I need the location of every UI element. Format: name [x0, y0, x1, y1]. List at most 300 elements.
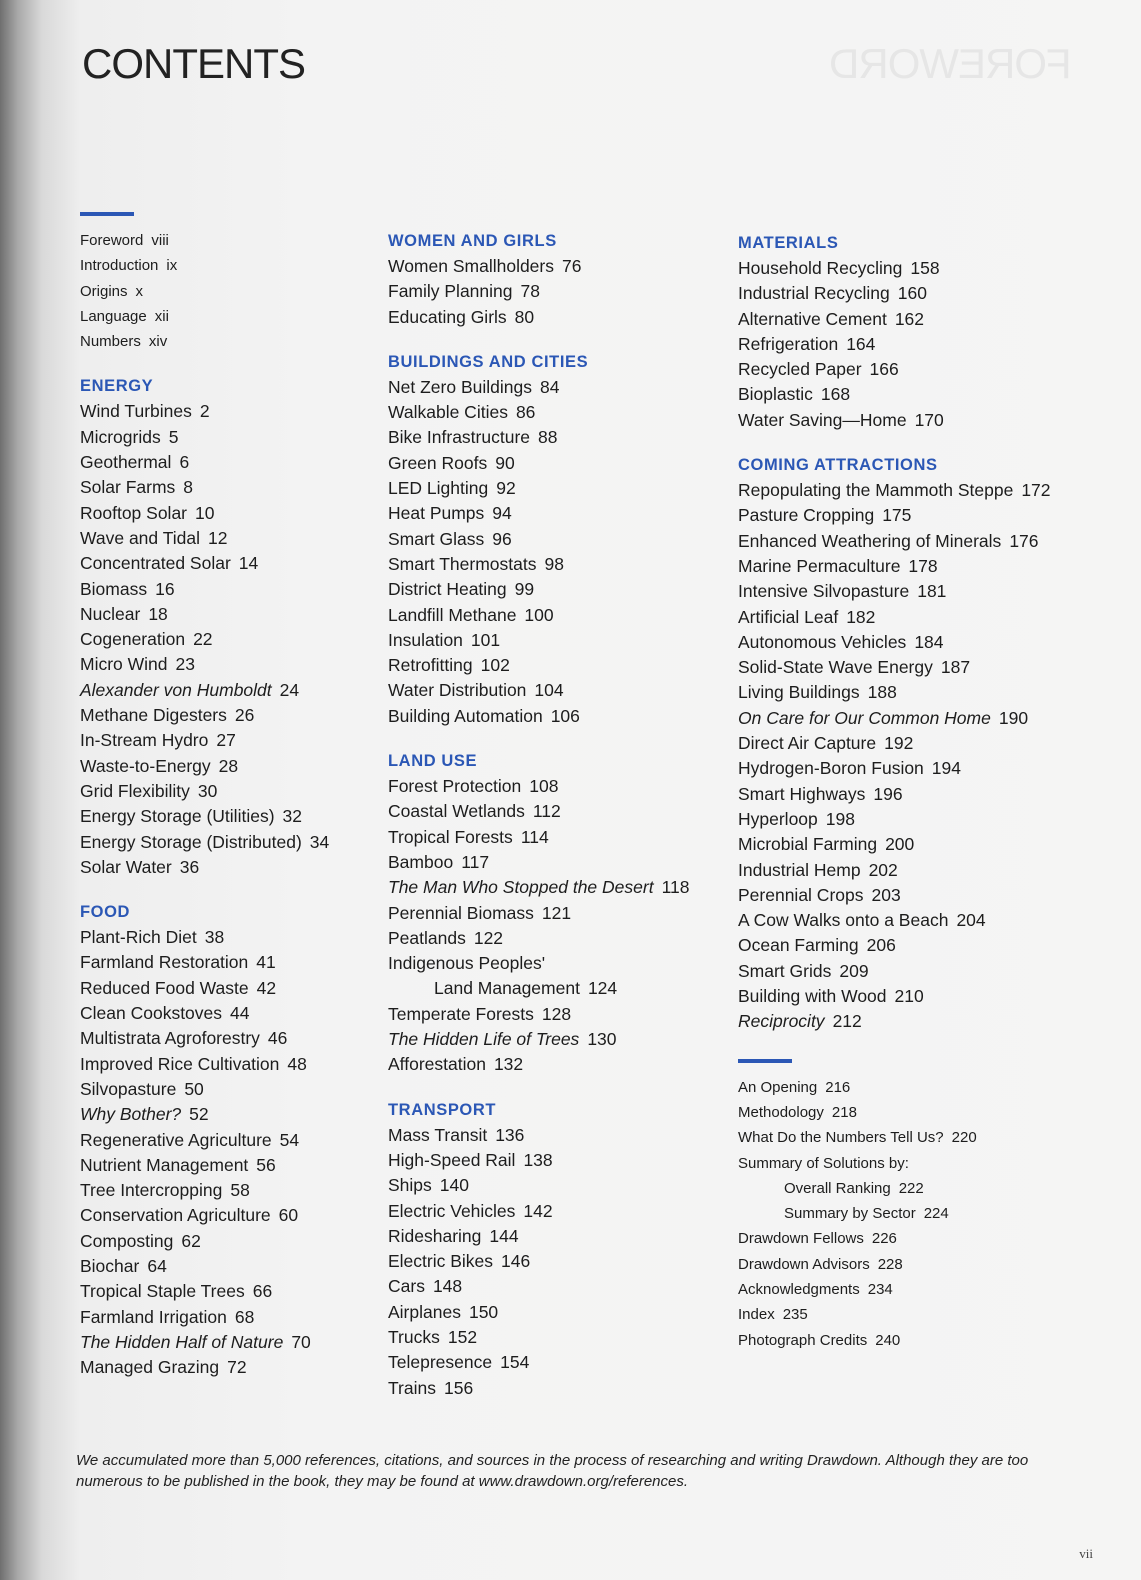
toc-entry [80, 1355, 329, 1380]
entry-title: LED Lighting [388, 478, 489, 499]
entry-page-number: 187 [940, 657, 971, 678]
entry-page-number: 44 [230, 1003, 250, 1024]
entry-title: Biochar [80, 1255, 140, 1276]
entry-title: Waste-to-Energy [80, 755, 211, 776]
entry-title: Land Management [434, 978, 580, 999]
toc-entry [80, 602, 329, 627]
toc-entry [738, 1226, 1051, 1251]
toc-entry [80, 399, 329, 424]
entry-page-number: 212 [832, 1011, 862, 1032]
entry-title: Artificial Leaf [738, 606, 839, 627]
entry-title: Living Buildings [738, 682, 860, 703]
entry-title: Microgrids [80, 426, 161, 447]
toc-entry [738, 554, 1051, 579]
entry-page-number: 96 [492, 528, 512, 549]
toc-entry [388, 1002, 689, 1027]
toc-entry [80, 475, 329, 500]
entry-page-number: 78 [520, 281, 540, 302]
entry-title: Nutrient Management [80, 1154, 249, 1175]
toc-entry [388, 400, 689, 425]
toc-entry [80, 551, 329, 576]
accent-rule [738, 1059, 792, 1063]
column-2 [388, 229, 689, 1421]
entry-page-number: 10 [195, 502, 215, 523]
entry-page-number: 209 [839, 960, 869, 981]
back-matter-list [738, 1075, 1051, 1353]
toc-entry [738, 933, 1051, 958]
entry-title: High-Speed Rail [388, 1149, 516, 1170]
entry-title: District Heating [388, 579, 507, 600]
toc-entry [738, 605, 1051, 630]
entry-page-number: 176 [1009, 530, 1039, 551]
entry-page-number: 164 [846, 333, 876, 354]
entry-page-number: 216 [825, 1078, 851, 1096]
toc-entry [738, 959, 1051, 984]
entry-title: Electric Bikes [388, 1251, 494, 1272]
toc-entry [80, 1254, 329, 1279]
entry-page-number: 80 [514, 306, 535, 327]
entry-title: Smart Highways [738, 783, 866, 804]
toc-entry [80, 703, 329, 728]
entry-page-number: 235 [782, 1306, 808, 1324]
entry-list [80, 399, 329, 880]
entry-title: Composting [80, 1230, 174, 1251]
toc-entry [388, 678, 689, 703]
entry-title: Walkable Cities [388, 402, 508, 423]
toc-entry [80, 450, 329, 475]
toc-entry [738, 281, 1051, 306]
toc-entry [80, 329, 329, 354]
entry-title: Overall Ranking [784, 1179, 891, 1197]
section-heading: FOOD [80, 903, 131, 922]
toc-entry [80, 1229, 329, 1254]
entry-list [388, 375, 689, 729]
entry-page-number: 175 [882, 505, 912, 526]
entry-page-number: 188 [867, 682, 897, 703]
entry-title: Industrial Hemp [738, 859, 861, 880]
toc-entry [738, 1075, 1051, 1100]
toc-entry [80, 804, 329, 829]
entry-title: Water Saving—Home [738, 409, 907, 430]
entry-page-number: 228 [877, 1255, 903, 1273]
toc-entry [80, 1178, 329, 1203]
entry-title: Telepresence [388, 1352, 493, 1373]
toc-entry [80, 1330, 329, 1355]
section-food [80, 900, 329, 1380]
entry-title: Improved Rice Cultivation [80, 1053, 280, 1074]
entry-page-number: 196 [873, 783, 903, 804]
entry-title: Farmland Irrigation [80, 1306, 227, 1327]
entry-page-number: 130 [587, 1029, 617, 1050]
entry-page-number: 132 [493, 1054, 524, 1075]
toc-entry [388, 1148, 689, 1173]
entry-page-number: 68 [234, 1306, 255, 1327]
entry-title: Bike Infrastructure [388, 427, 530, 448]
entry-page-number: 27 [216, 730, 236, 751]
entry-page-number: 118 [661, 877, 690, 898]
toc-entry [388, 774, 689, 799]
entry-title: Summary by Sector [784, 1205, 916, 1223]
entry-title: Tropical Staple Trees [80, 1281, 245, 1302]
entry-title: Marine Permaculture [738, 555, 901, 576]
entry-title: On Care for Our Common Home [738, 707, 991, 728]
toc-entry [388, 501, 689, 526]
entry-page-number: 198 [825, 808, 855, 829]
entry-page-number: 36 [179, 856, 200, 877]
page-title: CONTENTS [82, 40, 305, 87]
entry-title: An Opening [738, 1078, 818, 1096]
toc-entry [388, 1173, 689, 1198]
entry-page-number: 6 [179, 452, 190, 473]
section-land-use [388, 749, 689, 1078]
entry-page-number: 138 [523, 1149, 553, 1170]
entry-title: Reciprocity [738, 1011, 825, 1032]
entry-page-number: ix [166, 257, 178, 275]
toc-entry [388, 825, 689, 850]
entry-page-number: xiv [148, 333, 168, 351]
toc-entry [388, 603, 689, 628]
entry-title: Mass Transit [388, 1124, 488, 1145]
entry-title: Perennial Crops [738, 884, 864, 905]
entry-title: Tree Intercropping [80, 1180, 223, 1201]
toc-entry [80, 754, 329, 779]
section-heading: MATERIALS [738, 234, 839, 252]
entry-title: Geothermal [80, 452, 172, 473]
toc-entry [738, 858, 1051, 883]
entry-page-number: 182 [846, 606, 876, 627]
toc-entry [388, 552, 689, 577]
toc-entry [388, 577, 689, 602]
entry-title: What Do the Numbers Tell Us? [738, 1129, 944, 1147]
toc-entry [388, 425, 689, 450]
toc-entry [738, 503, 1051, 528]
entry-title: Educating Girls [388, 306, 507, 327]
entry-list [388, 1123, 689, 1401]
toc-entry [388, 1052, 689, 1077]
entry-title: Perennial Biomass [388, 902, 534, 923]
toc-entry [738, 307, 1051, 332]
entry-page-number: 46 [267, 1028, 288, 1049]
entry-page-number: 94 [492, 503, 512, 524]
toc-entry [388, 951, 689, 976]
toc-entry [80, 678, 329, 703]
entry-title: Solid-State Wave Energy [738, 657, 933, 678]
toc-entry [80, 976, 329, 1001]
entry-title: Temperate Forests [388, 1003, 534, 1024]
toc-entry [80, 1102, 329, 1127]
entry-title: Bioplastic [738, 384, 813, 405]
toc-entry [738, 1176, 1051, 1201]
toc-entry [80, 779, 329, 804]
entry-page-number: 140 [439, 1175, 469, 1196]
entry-title: Household Recycling [738, 258, 903, 278]
entry-page-number: 204 [956, 910, 986, 931]
toc-entry [738, 630, 1051, 655]
entry-page-number: 100 [524, 604, 554, 625]
entry-title: Smart Thermostats [388, 553, 537, 574]
entry-page-number: 28 [218, 755, 239, 776]
entry-page-number: 72 [227, 1357, 247, 1378]
entry-page-number: 50 [184, 1078, 204, 1099]
entry-page-number: 66 [252, 1281, 273, 1302]
entry-page-number: 24 [279, 679, 300, 700]
section-heading: WOMEN AND GIRLS [388, 232, 557, 250]
toc-entry [738, 256, 1051, 281]
section-buildings-and-cities [388, 350, 689, 729]
entry-title: Biomass [80, 578, 148, 599]
entry-title: A Cow Walks onto a Beach [738, 910, 949, 931]
entry-page-number: 194 [931, 758, 961, 779]
entry-title: Index [738, 1306, 775, 1324]
entry-title: Smart Glass [388, 528, 485, 549]
toc-entry [738, 478, 1051, 503]
entry-title: Concentrated Solar [80, 553, 231, 574]
entry-page-number: 60 [278, 1205, 299, 1226]
toc-entry [738, 731, 1051, 756]
entry-title: Energy Storage (Distributed) [80, 831, 302, 852]
toc-entry [738, 1151, 1051, 1176]
entry-page-number: 48 [287, 1053, 307, 1074]
entry-list [80, 925, 329, 1380]
entry-page-number: 178 [908, 555, 938, 576]
toc-entry [388, 1199, 689, 1224]
entry-page-number: 156 [443, 1377, 474, 1398]
entry-title: Electric Vehicles [388, 1200, 516, 1221]
toc-entry [80, 1279, 329, 1304]
entry-title: Refrigeration [738, 333, 839, 354]
entry-page-number: 170 [914, 409, 944, 430]
entry-page-number: 222 [898, 1179, 924, 1197]
toc-entry [388, 1325, 689, 1350]
entry-page-number: 99 [514, 579, 535, 600]
entry-title: Indigenous Peoples' [388, 953, 546, 974]
toc-entry [738, 579, 1051, 604]
entry-title: Hyperloop [738, 808, 818, 829]
entry-title: Tropical Forests [388, 826, 513, 847]
toc-entry [80, 950, 329, 975]
entry-title: Green Roofs [388, 452, 488, 473]
toc-entry [388, 451, 689, 476]
entry-title: Trucks [388, 1326, 440, 1347]
entry-page-number: 38 [204, 927, 225, 948]
entry-page-number: 206 [866, 935, 896, 956]
toc-entry [738, 680, 1051, 705]
entry-page-number: 70 [291, 1331, 311, 1352]
entry-title: Nuclear [80, 603, 141, 624]
entry-page-number: 114 [520, 826, 549, 847]
toc-entry [388, 1224, 689, 1249]
entry-page-number: 202 [868, 859, 898, 880]
toc-entry [80, 728, 329, 753]
entry-page-number: viii [151, 232, 169, 249]
entry-title: Acknowledgments [738, 1280, 860, 1298]
toc-entry [388, 1350, 689, 1375]
toc-entry [738, 332, 1051, 357]
show-through-text: FOREWORD [830, 40, 1072, 87]
entry-page-number: 210 [894, 986, 924, 1007]
entry-title: Managed Grazing [80, 1357, 220, 1378]
entry-title: Grid Flexibility [80, 780, 190, 801]
entry-page-number: 172 [1021, 480, 1051, 501]
toc-entry [388, 976, 689, 1001]
entry-title: Building Automation [388, 705, 543, 726]
front-matter-list [80, 228, 329, 354]
toc-entry [388, 305, 689, 330]
entry-page-number: 200 [885, 834, 915, 855]
entry-page-number: 34 [309, 831, 330, 852]
entry-list [388, 254, 689, 330]
toc-entry [388, 527, 689, 552]
entry-page-number: 88 [538, 427, 558, 448]
entry-title: Rooftop Solar [80, 502, 188, 523]
entry-title: Forest Protection [388, 776, 522, 797]
section-heading: ENERGY [80, 377, 154, 396]
entry-title: Peatlands [388, 927, 466, 948]
toc-entry [80, 1305, 329, 1330]
section-heading: TRANSPORT [388, 1100, 497, 1119]
entry-page-number: 64 [147, 1255, 167, 1276]
section-transport [388, 1098, 689, 1401]
toc-entry [738, 807, 1051, 832]
entry-title: Microbial Farming [738, 834, 878, 855]
entry-page-number: 23 [175, 654, 195, 675]
entry-page-number: 144 [489, 1225, 519, 1246]
toc-entry [388, 375, 689, 400]
section-energy [80, 374, 329, 880]
entry-title: Alternative Cement [738, 308, 887, 329]
entry-page-number: 86 [515, 402, 536, 423]
entry-page-number: 56 [256, 1154, 276, 1175]
toc-entry [388, 628, 689, 653]
entry-page-number: 18 [148, 603, 168, 624]
entry-title: Solar Farms [80, 477, 176, 498]
entry-title: Afforestation [388, 1054, 486, 1075]
toc-entry [738, 883, 1051, 908]
toc-entry [388, 875, 689, 900]
entry-page-number: 122 [473, 927, 504, 948]
toc-entry [738, 908, 1051, 933]
entry-list [738, 478, 1051, 1035]
entry-title: Enhanced Weathering of Minerals [738, 530, 1002, 551]
toc-entry [80, 1026, 329, 1051]
entry-title: Airplanes [388, 1301, 461, 1322]
entry-page-number: 220 [951, 1129, 977, 1147]
toc-entry [80, 855, 329, 880]
entry-title: Wind Turbines [80, 401, 192, 422]
entry-title: Heat Pumps [388, 503, 485, 524]
entry-title: Conservation Agriculture [80, 1205, 271, 1226]
toc-entry [738, 782, 1051, 807]
entry-page-number: 112 [532, 801, 561, 822]
entry-title: Farmland Restoration [80, 952, 249, 973]
toc-entry [80, 425, 329, 450]
entry-title: Ships [388, 1175, 432, 1196]
entry-page-number: 14 [238, 553, 259, 574]
references-footnote: We accumulated more than 5,000 references, citations, and sources in the process of researching and writing Drawdown. Although they are too numerous to be published in the book, they may be found at www.drawdown.org/references. [76, 1452, 1029, 1490]
entry-page-number: 102 [480, 655, 510, 676]
toc-entry [738, 1252, 1051, 1277]
toc-entry [80, 627, 329, 652]
entry-page-number: 108 [529, 776, 559, 797]
entry-title: Drawdown Advisors [738, 1255, 870, 1273]
entry-title: Methodology [738, 1103, 824, 1121]
toc-entry [80, 1203, 329, 1228]
entry-title: Foreword [80, 232, 144, 249]
entry-page-number: 146 [501, 1251, 531, 1272]
entry-page-number: 181 [917, 581, 947, 602]
entry-page-number: 92 [496, 478, 516, 499]
entry-title: Ridesharing [388, 1225, 482, 1246]
toc-entry [388, 1300, 689, 1325]
entry-page-number: 62 [181, 1230, 201, 1251]
entry-page-number: 2 [199, 401, 210, 422]
entry-title: Ocean Farming [738, 935, 859, 956]
entry-page-number: 104 [534, 680, 564, 701]
entry-page-number: 226 [871, 1230, 897, 1248]
toc-entry [80, 304, 329, 329]
toc-entry [738, 529, 1051, 554]
toc-entry [738, 357, 1051, 382]
entry-page-number: 42 [256, 977, 277, 998]
entry-page-number: 52 [189, 1104, 209, 1125]
entry-title: Introduction [80, 257, 159, 275]
entry-title: Building with Wood [738, 986, 887, 1007]
entry-title: Repopulating the Mammoth Steppe [738, 480, 1014, 501]
toc-entry [80, 652, 329, 677]
toc-entry [388, 799, 689, 824]
entry-title: Clean Cookstoves [80, 1003, 223, 1024]
toc-entry [388, 926, 689, 951]
toc-entry [738, 1009, 1051, 1034]
entry-title: Wave and Tidal [80, 527, 200, 548]
toc-entry [80, 1153, 329, 1178]
entry-title: Bamboo [388, 851, 454, 872]
toc-entry [738, 1125, 1051, 1150]
entry-title: Alexander von Humboldt [80, 679, 272, 700]
toc-entry [388, 1027, 689, 1052]
toc-entry [738, 756, 1051, 781]
entry-title: Multistrata Agroforestry [80, 1028, 260, 1049]
entry-title: Cogeneration [80, 629, 186, 650]
section-coming-attractions [738, 453, 1051, 1035]
entry-title: Numbers [80, 333, 141, 351]
entry-page-number: 101 [470, 629, 501, 650]
entry-title: In-Stream Hydro [80, 730, 209, 751]
entry-title: Direct Air Capture [738, 733, 877, 754]
entry-title: Insulation [388, 629, 463, 650]
entry-page-number: 224 [923, 1205, 949, 1223]
entry-title: The Man Who Stopped the Desert [388, 877, 654, 898]
entry-title: Family Planning [388, 281, 513, 302]
entry-page-number: 158 [910, 258, 940, 278]
entry-title: Trains [388, 1377, 436, 1398]
entry-title: Recycled Paper [738, 359, 862, 380]
entry-page-number: 148 [432, 1276, 463, 1297]
entry-page-number: 166 [869, 359, 899, 380]
entry-title: Coastal Wetlands [388, 801, 525, 822]
toc-entry [80, 526, 329, 551]
toc-entry [80, 1128, 329, 1153]
entry-page-number: 218 [831, 1103, 857, 1121]
entry-page-number: 152 [447, 1326, 478, 1347]
entry-page-number: 84 [539, 376, 560, 397]
toc-entry [80, 228, 329, 253]
toc-entry [388, 704, 689, 729]
toc-entry [738, 408, 1051, 433]
toc-entry [388, 850, 689, 875]
entry-title: Pasture Cropping [738, 505, 875, 526]
entry-page-number: 8 [183, 477, 194, 498]
